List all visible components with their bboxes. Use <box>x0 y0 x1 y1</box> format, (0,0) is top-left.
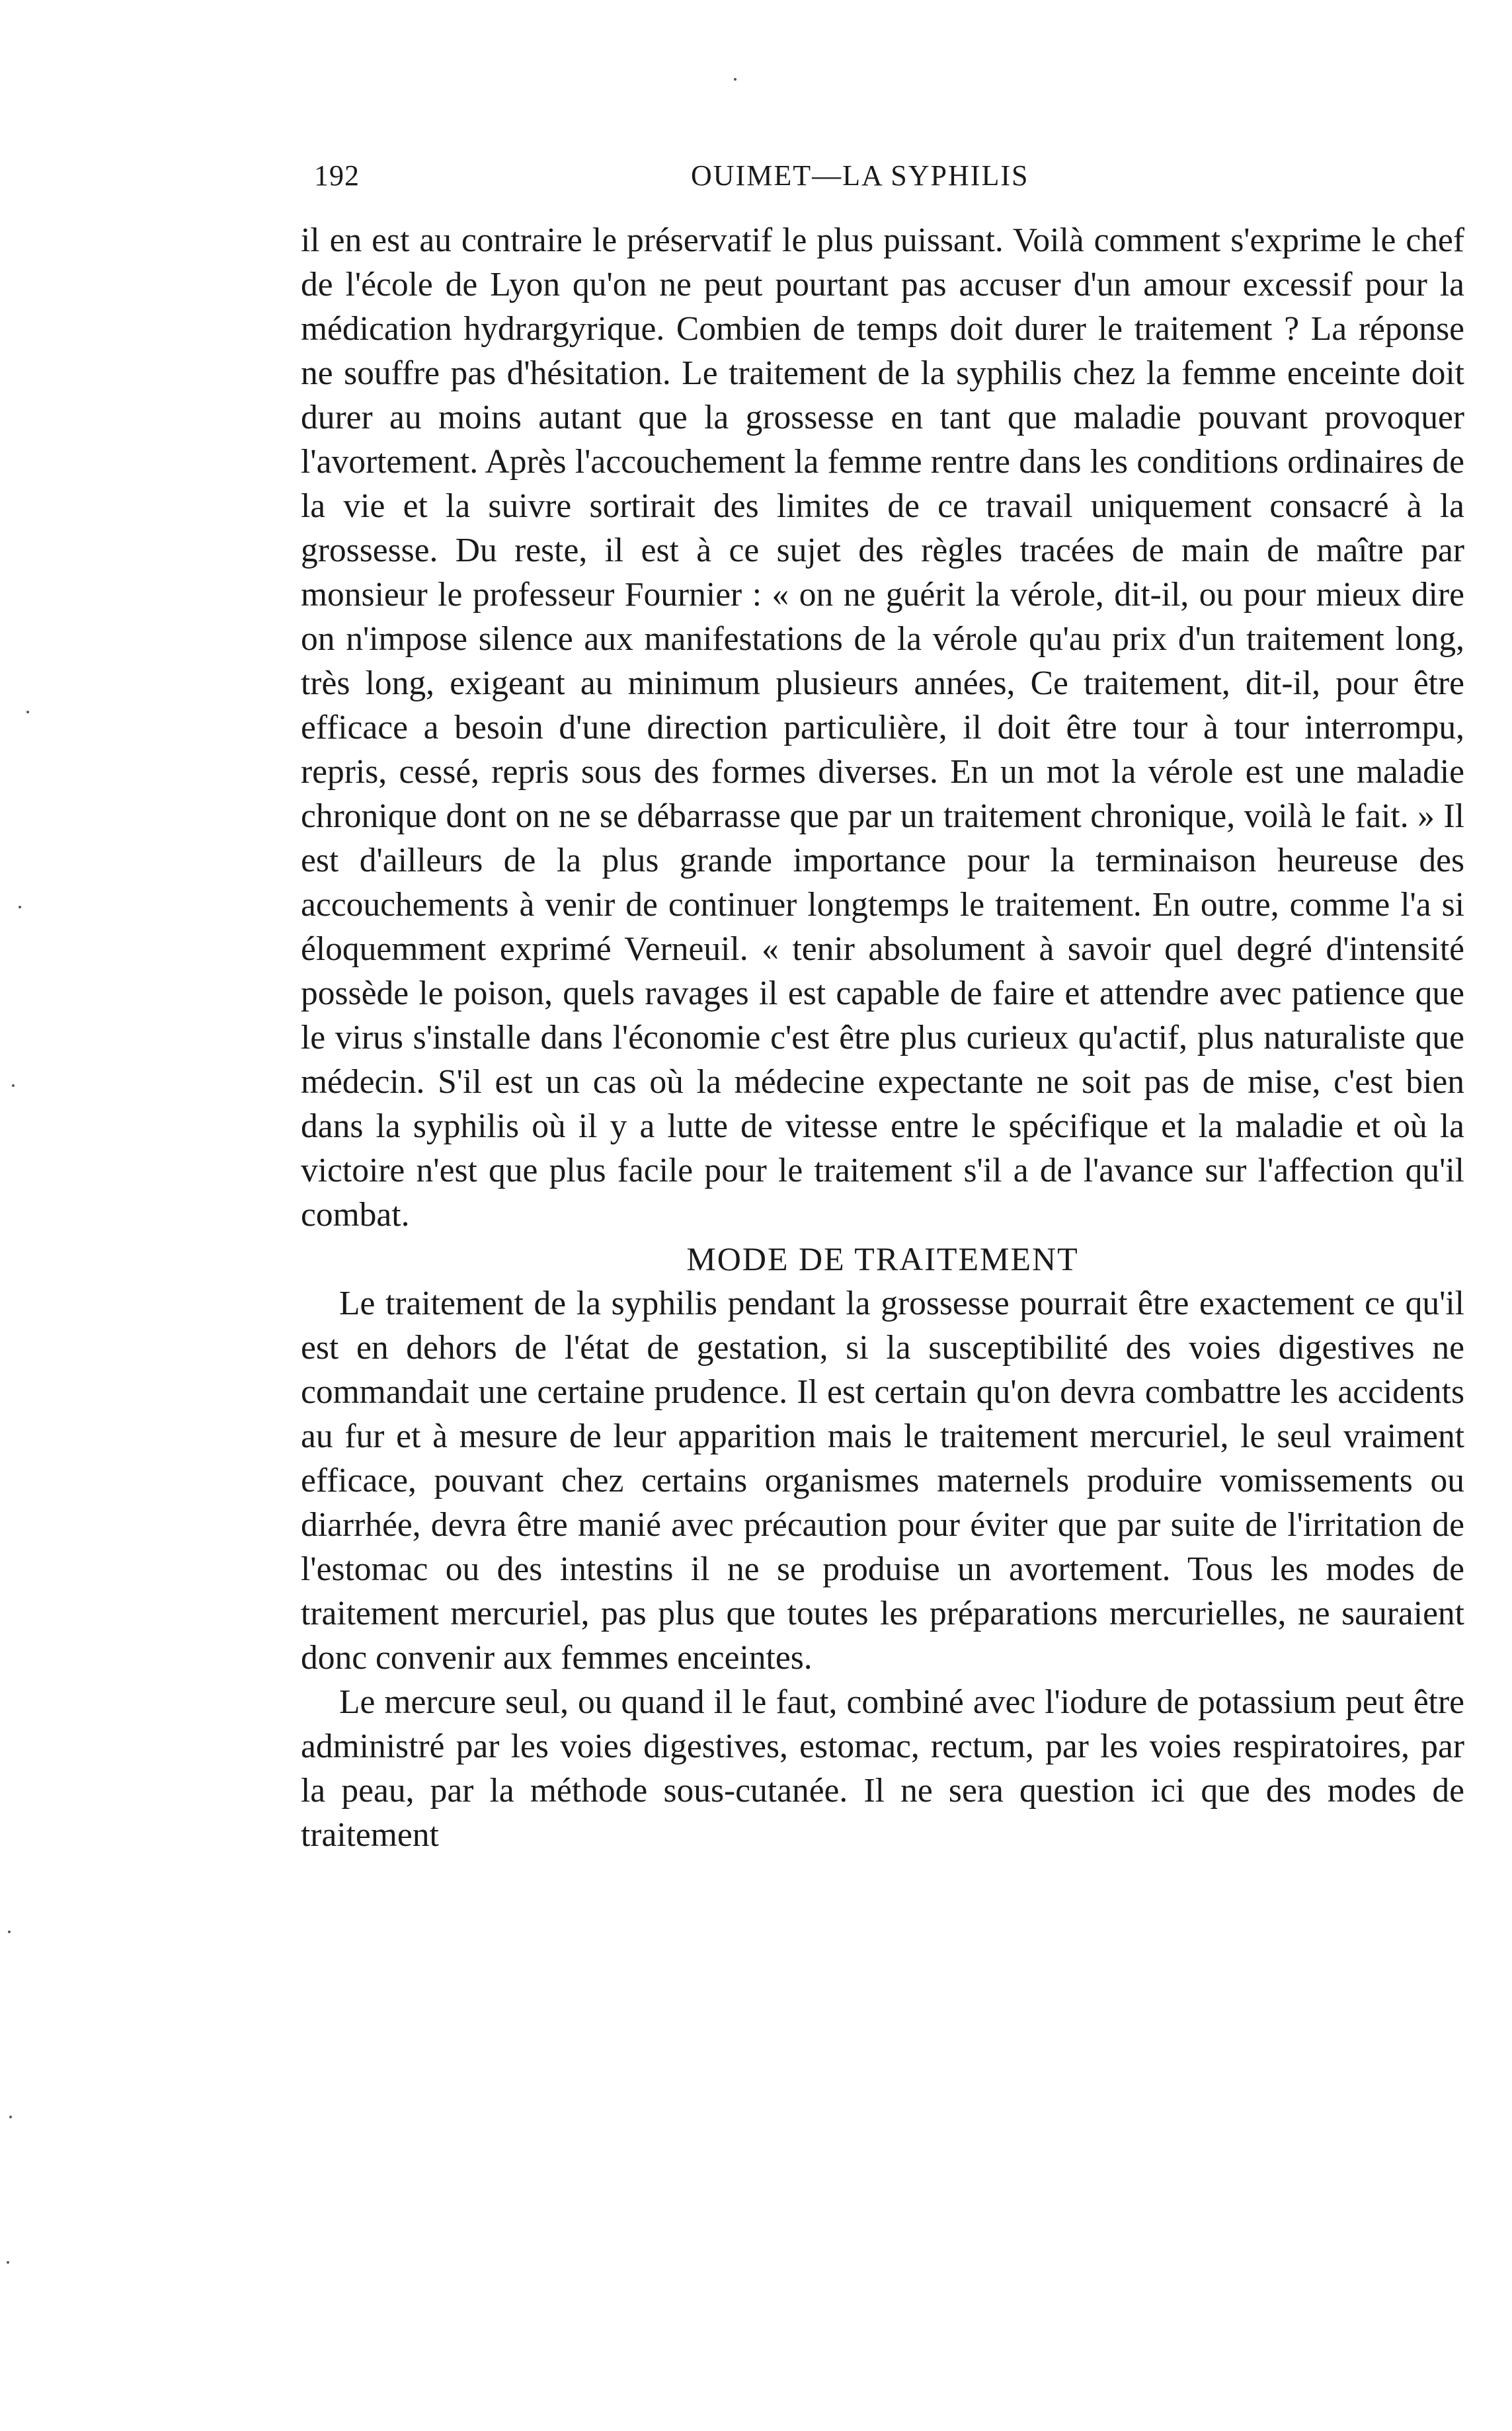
print-speck <box>8 1931 11 1933</box>
paragraph-treatment: Le traitement de la syphilis pendant la grossesse pourrait être exactement ce qu'il est en dehors de l'état de gestation, si la susceptibilité des voies digestives ne commandait une certaine prudence. Il est certain qu'on devra combattre les accidents au fur et à mesure de leur apparition mais le traitement mercuriel, le seul vraiment efficace, pouvant chez certains organismes maternels produire vomissements ou diarrhée, devra être manié avec précaution pour éviter que par suite de l'irritation de l'estomac ou des intestins il ne se produise un avortement. Tous les modes de traitement mercuriel, pas plus que toutes les préparations mercurielles, ne sauraient donc convenir aux femmes enceintes. <box>301 1285 1464 1677</box>
print-speck <box>9 2116 12 2118</box>
print-speck <box>7 2261 9 2264</box>
page-header <box>314 159 1468 205</box>
print-speck <box>19 906 21 908</box>
section-heading: MODE DE TRAITEMENT <box>686 1240 1079 1277</box>
page-body <box>301 218 1464 1857</box>
print-speck <box>734 78 736 81</box>
running-title: OUIMET—LA SYPHILIS <box>691 159 1029 192</box>
paragraph-mercury: Le mercure seul, ou quand il le faut, combiné avec l'iodure de potassium peut être administré par les voies digestives, estomac, rectum, par les voies respiratoires, par la peau, par la méthode sous-cutanée. Il ne sera question ici que des modes de traitement <box>301 1683 1464 1854</box>
print-speck <box>12 1084 15 1087</box>
paragraph-continuation: il en est au contraire le préservatif le plus puissant. Voilà comment s'exprime le chef de l'école de Lyon qu'on ne peut pourtant pas accuser d'un amour excessif pour la médication hydrargyrique. Combien de temps doit durer le traitement ? La réponse ne souffre pas d'hésitation. Le traitement de la syphilis chez la femme enceinte doit durer au moins autant que la grossesse en tant que maladie pouvant provoquer l'avortement. Après l'accouchement la femme rentre dans les conditions ordinaires de la vie et la suivre sortirait des limites de ce travail uniquement consacré à la grossesse. Du reste, il est à ce sujet des règles tracées de main de maître par monsieur le professeur Fournier : « on ne guérit la vérole, dit-il, ou pour mieux dire on n'impose silence aux manifestations de la vérole qu'au prix d'un traitement long, très long, exigeant au minimum plusieurs années, Ce traitement, dit-il, pour être efficace a besoin d'une direction particulière, il doit être tour à tour interrompu, repris, cessé, repris sous des formes diverses. En un mot la vérole est une maladie chronique dont on ne se débarrasse que par un traitement chronique, voilà le fait. » Il est d'ailleurs de la plus grande importance pour la terminaison heureuse des accouchements à venir de continuer longtemps le traitement. En outre, comme l'a si éloquemment exprimé Verneuil. « tenir absolument à savoir quel degré d'intensité possède le poison, quels ravages il est capable de faire et attendre avec patience que le virus s'installe dans l'économie c'est être plus curieux qu'actif, plus naturaliste que médecin. S'il est un cas où la médecine expectante ne soit pas de mise, c'est bien dans la syphilis où il y a lutte de vitesse entre le spécifique et la maladie et où la victoire n'est que plus facile pour le traitement s'il a de l'avance sur l'affection qu'il combat. <box>301 221 1464 1234</box>
page-number: 192 <box>314 159 360 192</box>
print-speck <box>26 711 29 713</box>
